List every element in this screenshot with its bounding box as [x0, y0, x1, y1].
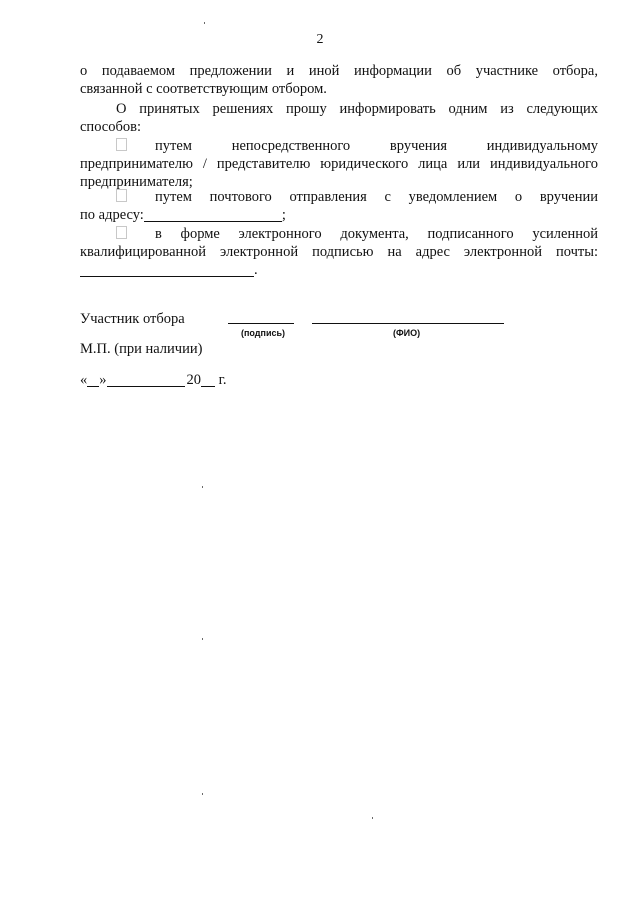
- date-close-quote: »: [99, 372, 107, 388]
- scan-speck: [202, 638, 203, 640]
- option-postal: [80, 188, 598, 224]
- option-personal-word-3: вручения: [389, 138, 447, 154]
- checkbox-personal-delivery[interactable]: [116, 138, 127, 151]
- signature-caption: (подпись): [241, 328, 286, 338]
- date-day-field[interactable]: [87, 372, 99, 387]
- postal-address-suffix: ;: [281, 207, 286, 223]
- option-electronic-line-3: [80, 262, 258, 278]
- scan-speck: [372, 817, 373, 819]
- intro-line-1: о подаваемом предложении и иной информации об участнике отбора,: [80, 63, 598, 79]
- checkbox-postal[interactable]: [116, 189, 127, 202]
- date-year-field[interactable]: [201, 372, 215, 387]
- signature-line[interactable]: [228, 323, 294, 324]
- request-line-1: О принятых решениях прошу информировать одним из следующих: [116, 101, 598, 117]
- date-open-quote: «: [80, 372, 88, 388]
- option-personal-word-1: путем: [155, 138, 192, 154]
- option-postal-text: путем почтового отправления с уведомлением о вручении: [155, 189, 598, 205]
- option-personal-delivery: [80, 137, 598, 191]
- option-postal-line-2: [80, 207, 286, 223]
- date-year-suffix: г.: [218, 372, 227, 388]
- option-personal-word-4: индивидуальному: [486, 138, 599, 154]
- option-electronic-text: в форме электронного документа, подписанного усиленной: [155, 226, 598, 242]
- intro-line-2: связанной с соответствующим отбором.: [80, 81, 327, 97]
- option-electronic-line-1: [80, 225, 598, 243]
- page-number: 2: [316, 32, 324, 47]
- option-electronic: [80, 225, 598, 279]
- date-line: [80, 371, 227, 389]
- date-month-field[interactable]: [107, 372, 185, 387]
- name-caption: (ФИО): [393, 328, 421, 338]
- postal-address-field[interactable]: [144, 207, 282, 222]
- option-postal-line-1: [80, 188, 598, 206]
- scan-speck: [202, 793, 203, 795]
- request-paragraph: [80, 100, 598, 136]
- request-line-2: способов:: [80, 119, 141, 135]
- postal-address-label: по адресу:: [80, 207, 144, 223]
- date-year-prefix: 20: [186, 372, 201, 388]
- name-line[interactable]: [312, 323, 504, 324]
- scan-speck: [202, 486, 203, 488]
- option-personal-word-2: непосредственного: [231, 138, 351, 154]
- email-address-field[interactable]: [80, 262, 254, 277]
- option-electronic-line-2: квалифицированной электронной подписью на адрес электронной почты:: [80, 244, 598, 260]
- option-personal-line-3: предпринимателя;: [80, 174, 193, 190]
- option-personal-line-1: [80, 137, 598, 155]
- email-address-suffix: .: [254, 262, 258, 278]
- intro-paragraph: [80, 62, 598, 98]
- checkbox-electronic[interactable]: [116, 226, 127, 239]
- stamp-label: М.П. (при наличии): [80, 341, 203, 357]
- participant-label: Участник отбора: [80, 311, 185, 327]
- option-personal-line-2: предпринимателю / представителю юридического лица или индивидуального: [80, 156, 598, 172]
- scan-speck: [204, 22, 205, 24]
